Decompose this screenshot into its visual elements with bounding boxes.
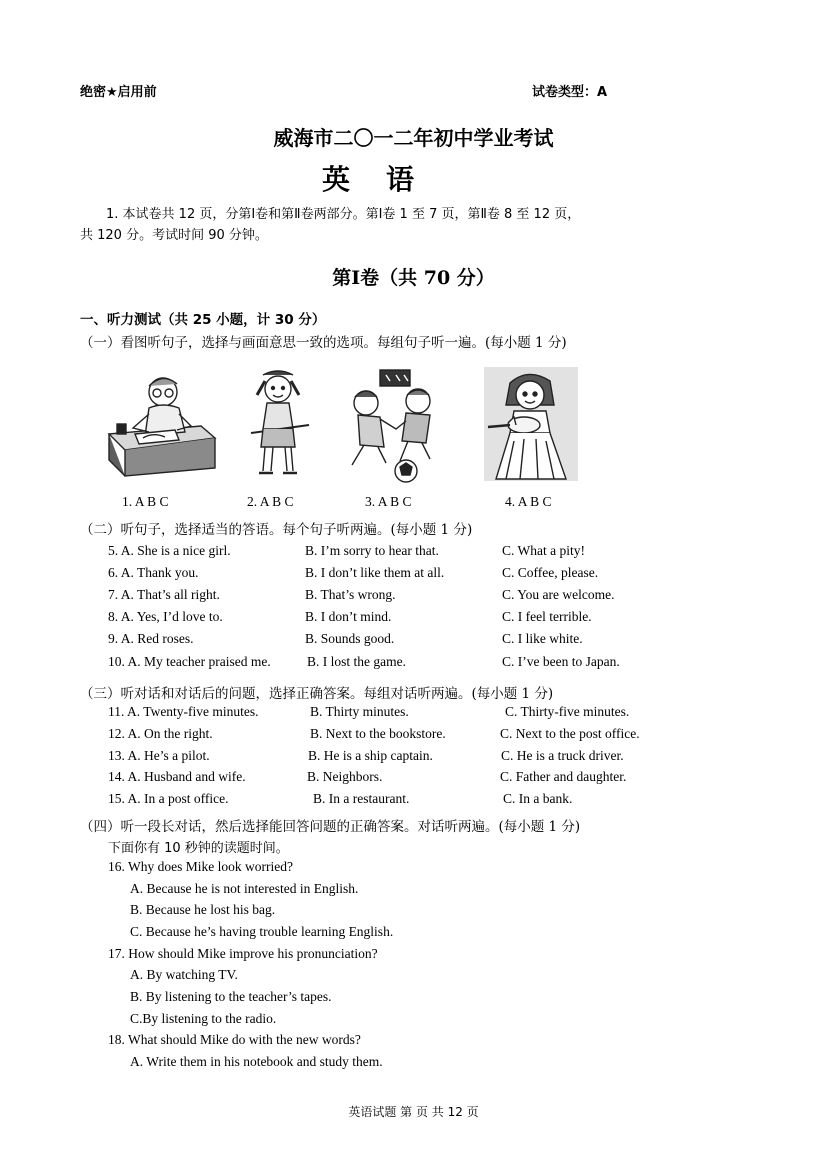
q8-option-a: 8. A. Yes, I’d love to. — [108, 609, 223, 624]
q15-option-c: C. In a bank. — [503, 791, 573, 806]
sub3-instruction: （三）听对话和对话后的问题，选择正确答案。每组对话听两遍。(每小题 1 分) — [80, 686, 554, 702]
q9-option-b: B. Sounds good. — [305, 631, 395, 646]
exam-title: 威海市二〇一二年初中学业考试 — [273, 126, 554, 150]
picture-3-boys-football — [346, 367, 442, 485]
q16-question: 16. Why does Mike look worried? — [108, 859, 293, 874]
q14-option-c: C. Father and daughter. — [500, 769, 627, 784]
picture-1-options: 1. A B C — [122, 494, 169, 509]
q11-option-b: B. Thirty minutes. — [310, 704, 409, 719]
subject-title: 英语 — [322, 163, 451, 196]
notice-line-2: 共 120 分。考试时间 90 分钟。 — [80, 228, 268, 243]
q11-option-c: C. Thirty-five minutes. — [505, 704, 630, 719]
q6-option-c: C. Coffee, please. — [502, 565, 599, 580]
sub2-instruction: （二）听句子，选择适当的答语。每个句子听两遍。(每小题 1 分) — [80, 522, 473, 538]
picture-1-boy-drawing — [105, 368, 220, 480]
q9-option-c: C. I like white. — [502, 631, 583, 646]
picture-3-options: 3. A B C — [365, 494, 412, 509]
paper-type-label: 试卷类型：A — [532, 85, 608, 100]
picture-2-options: 2. A B C — [247, 494, 294, 509]
q7-option-c: C. You are welcome. — [502, 587, 615, 602]
q17-option-c: C.By listening to the radio. — [130, 1011, 277, 1026]
sub1-instruction: （一）看图听句子，选择与画面意思一致的选项。每组句子听一遍。(每小题 1 分) — [80, 335, 567, 351]
q17-question: 17. How should Mike improve his pronunciation? — [108, 946, 378, 961]
q16-option-a: A. Because he is not interested in English. — [130, 881, 359, 896]
q16-option-b: B. Because he lost his bag. — [130, 902, 276, 917]
q11-option-a: 11. A. Twenty-five minutes. — [108, 704, 259, 719]
q10-option-b: B. I lost the game. — [307, 654, 406, 669]
q17-option-a: A. By watching TV. — [130, 967, 238, 982]
q10-option-c: C. I’ve been to Japan. — [502, 654, 620, 669]
q16-option-c: C. Because he’s having trouble learning English. — [130, 924, 394, 939]
q9-option-a: 9. A. Red roses. — [108, 631, 194, 646]
q18-question: 18. What should Mike do with the new words? — [108, 1032, 361, 1047]
q5-option-c: C. What a pity! — [502, 543, 585, 558]
q7-option-a: 7. A. That’s all right. — [108, 587, 220, 602]
q6-option-b: B. I don’t like them at all. — [305, 565, 445, 580]
sub4-instruction: （四）听一段长对话，然后选择能回答问题的正确答案。对话听两遍。(每小题 1 分) — [80, 819, 581, 835]
reading-time-note: 下面你有 10 秒钟的读题时间。 — [108, 841, 289, 856]
picture-4-girl-with-pet — [484, 367, 578, 481]
q10-option-a: 10. A. My teacher praised me. — [108, 654, 271, 669]
q14-option-b: B. Neighbors. — [307, 769, 383, 784]
part-one-heading: 第Ⅰ卷（共 70 分） — [332, 267, 495, 289]
confidential-label: 绝密★启用前 — [80, 85, 157, 100]
picture-4-options: 4. A B C — [505, 494, 552, 509]
q12-option-c: C. Next to the post office. — [500, 726, 640, 741]
picture-2-girl-sitting — [243, 367, 313, 479]
q15-option-b: B. In a restaurant. — [313, 791, 410, 806]
q14-option-a: 14. A. Husband and wife. — [108, 769, 246, 784]
q13-option-c: C. He is a truck driver. — [501, 748, 624, 763]
section-listening-heading: 一、听力测试（共 25 小题，计 30 分） — [80, 312, 326, 328]
q5-option-a: 5. A. She is a nice girl. — [108, 543, 231, 558]
q6-option-a: 6. A. Thank you. — [108, 565, 199, 580]
q17-option-b: B. By listening to the teacher’s tapes. — [130, 989, 332, 1004]
q8-option-b: B. I don’t mind. — [305, 609, 392, 624]
page-footer: 英语试题 第 页 共 12 页 — [348, 1105, 479, 1119]
q5-option-b: B. I’m sorry to hear that. — [305, 543, 439, 558]
q15-option-a: 15. A. In a post office. — [108, 791, 229, 806]
q7-option-b: B. That’s wrong. — [305, 587, 396, 602]
q13-option-a: 13. A. He’s a pilot. — [108, 748, 210, 763]
q8-option-c: C. I feel terrible. — [502, 609, 592, 624]
q18-option-a: A. Write them in his notebook and study them. — [130, 1054, 383, 1069]
notice-line-1: 1. 本试卷共 12 页，分第Ⅰ卷和第Ⅱ卷两部分。第Ⅰ卷 1 至 7 页，第Ⅱ卷 8 至 12 页， — [106, 207, 581, 222]
q13-option-b: B. He is a ship captain. — [308, 748, 433, 763]
q12-option-b: B. Next to the bookstore. — [310, 726, 446, 741]
q12-option-a: 12. A. On the right. — [108, 726, 213, 741]
